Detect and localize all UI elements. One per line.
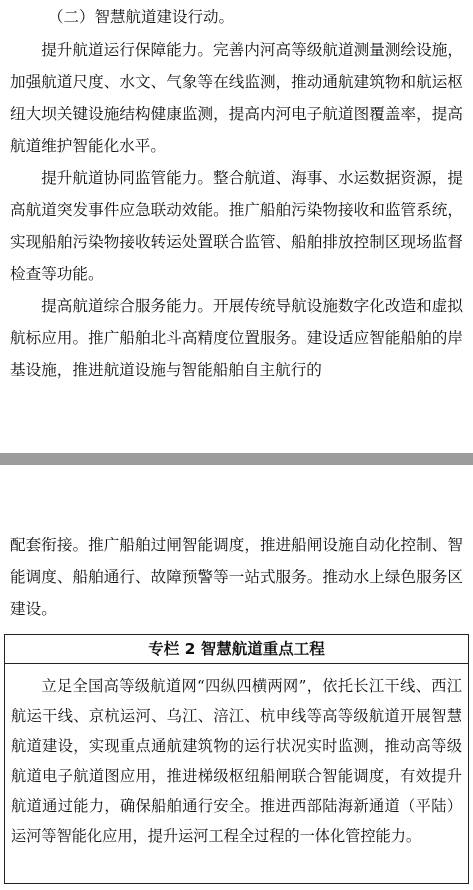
paragraph-integrated-service: 提高航道综合服务能力。开展传统导航设施数字化改造和虚拟航标应用。推广船舶北斗高精度位置服务。建设适应智能船舶的岸基设施，推进航道设施与智能船舶自主航行的 (10, 297, 463, 379)
paragraph-continuation: 配套衔接。推广船舶过闸智能调度，推进船闸设施自动化控制、智能调度、船舶通行、故障预警等一站式服务。推动水上绿色服务区建设。 (10, 536, 463, 618)
section-heading: （二）智慧航道建设行动。 (48, 8, 235, 26)
paragraph-collaborative-supervision: 提升航道协同监管能力。整合航道、海事、水运数据资源，提高航道突发事件应急联动效能。推广船舶污染物接收和监管系统，实现船舶污染物接收转运处置联合监管、船舶排放控制区现场监督检查等功能。 (10, 169, 463, 283)
paragraph-navigation-support: 提升航道运行保障能力。完善内河高等级航道测量测绘设施，加强航道尺度、水文、气象等在线监测，推动通航建筑物和航运枢纽大坝关键设施结构健康监测，提高内河电子航道图覆盖率，提高航道维护智能化水平。 (10, 41, 463, 155)
column-box-title: 专栏 2 智慧航道重点工程 (5, 635, 468, 664)
page-divider (0, 453, 473, 465)
column-box-body: 立足全国高等级航道网“四纵四横两网”，依托长江干线、西江航运干线、京杭运河、乌江、涪江、杭申线等高等级航道开展智慧航道建设，实现重点通航建筑物的运行状况实时监测，推动高等级航道电子航道图应用，推进梯级枢纽船闸联合智能调度，有效提升航道通过能力，确保船舶通行安全。推进西部陆海新通道（平陆）运河等智能化应用，提升运河工程全过程的一体化管控能力。 (11, 677, 462, 845)
column-box (4, 634, 469, 884)
